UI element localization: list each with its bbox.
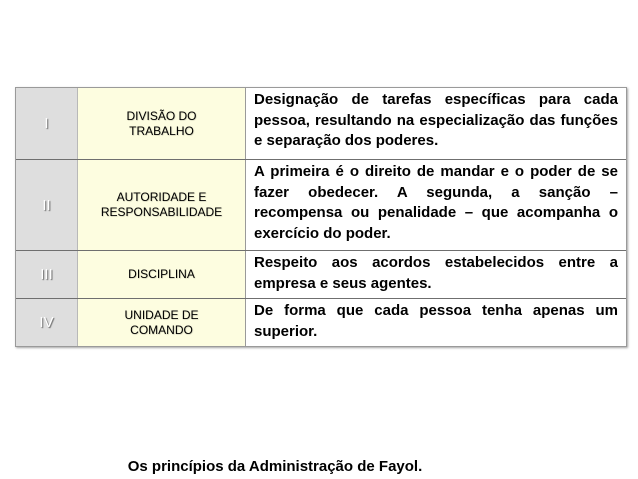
principles-table [15, 87, 627, 347]
principle-name [78, 160, 246, 250]
principle-description: Respeito aos acordos estabelecidos entre a empresa e seus agentes. [246, 251, 626, 298]
table-row [16, 160, 626, 251]
principle-name [78, 251, 246, 298]
principle-label: UNIDADE DE COMANDO [124, 307, 199, 337]
row-numeral: III [16, 251, 78, 298]
principle-description: De forma que cada pessoa tenha apenas um superior. [246, 299, 626, 346]
principle-label: DIVISÃO DO TRABALHO [126, 108, 197, 138]
principle-description: Designação de tarefas específicas para cada pessoa, resultando na especialização das funções e separação dos poderes. [246, 88, 626, 159]
row-numeral: II [16, 160, 78, 250]
row-numeral: IV [16, 299, 78, 346]
principle-description: A primeira é o direito de mandar e o poder de se fazer obedecer. A segunda, a sanção – recompensa ou penalidade – que acompanha o exercício do poder. [246, 160, 626, 250]
figure-caption: Os princípios da Administração de Fayol. [127, 458, 423, 475]
principle-name [78, 299, 246, 346]
table-row [16, 88, 626, 160]
table-row [16, 251, 626, 299]
principle-label: DISCIPLINA [128, 267, 195, 281]
table-row [16, 299, 626, 346]
principle-label: AUTORIDADE E RESPONSABILIDADE [100, 190, 223, 219]
principle-name [78, 88, 246, 159]
row-numeral: I [16, 88, 78, 159]
